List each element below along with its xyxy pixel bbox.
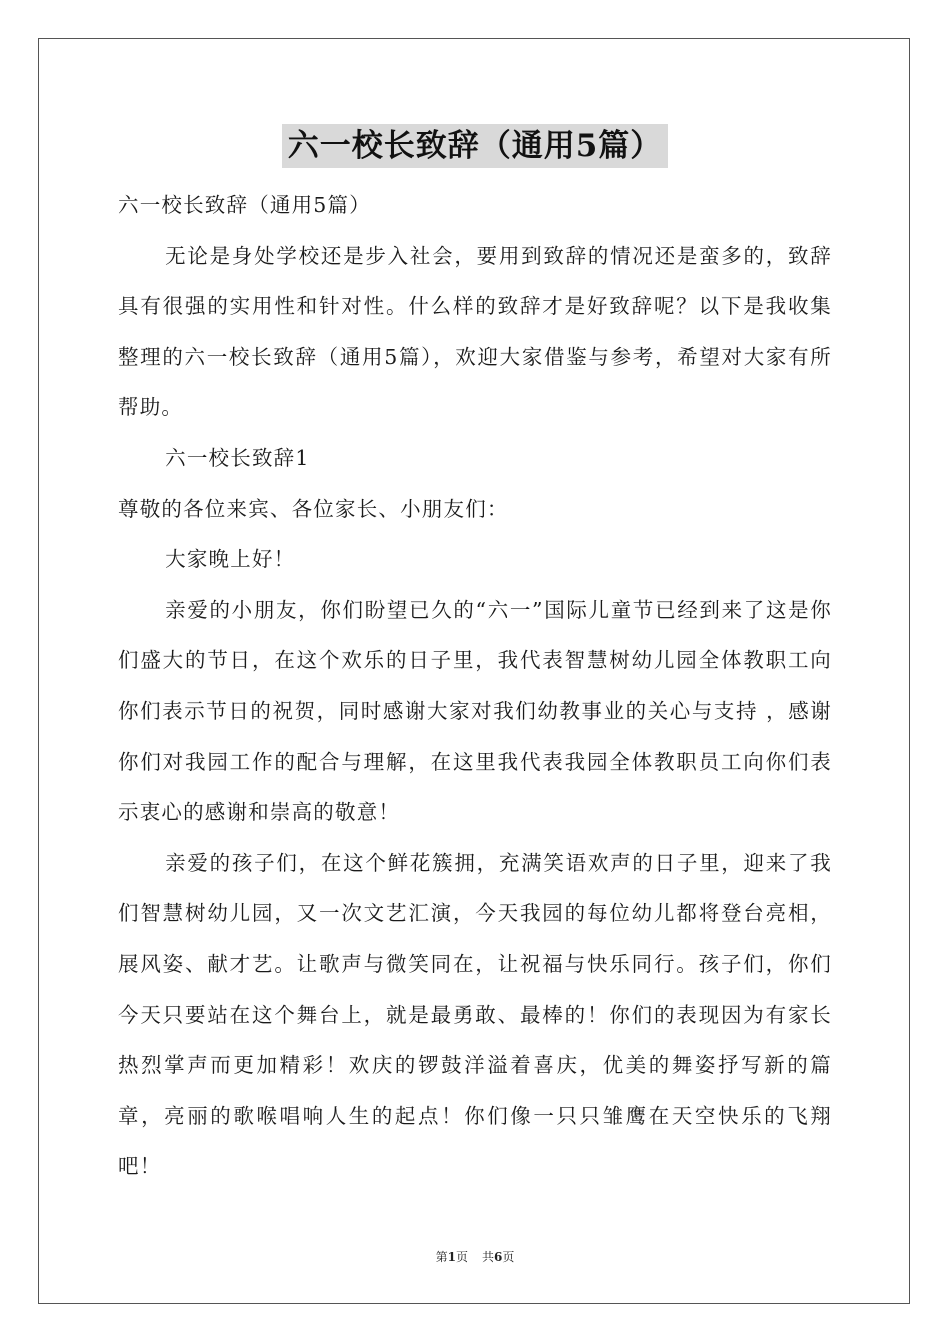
- page-footer: [0, 1248, 950, 1265]
- intro-paragraph: 无论是身处学校还是步入社会，要用到致辞的情况还是蛮多的，致辞具有很强的实用性和针对性。什么样的致辞才是好致辞呢？以下是我收集整理的六一校长致辞（通用5篇），欢迎大家借鉴与参考，希望对大家有所帮助。: [118, 243, 832, 420]
- document-title: 六一校长致辞（通用5篇）: [282, 124, 669, 168]
- total-prefix: 共: [482, 1250, 495, 1264]
- total-suffix: 页: [502, 1250, 515, 1264]
- page-current: 1: [447, 1250, 456, 1264]
- document-body: [118, 180, 832, 1192]
- section-heading: 六一校长致辞1: [165, 445, 310, 470]
- body-paragraph: 亲爱的小朋友，你们盼望已久的“六一”国际儿童节已经到来了这是你们盛大的节日，在这个欢乐的日子里，我代表智慧树幼儿园全体教职工向你们表示节日的祝贺，同时感谢大家对我们幼教事业的关心与支持 ，感谢你们对我园工作的配合与理解，在这里我代表我园全体教职员工向你们表示衷心的感谢和崇高的敬意！: [118, 597, 832, 825]
- subtitle-paragraph: 六一校长致辞（通用5篇）: [118, 193, 371, 217]
- page-total: 6: [494, 1250, 503, 1264]
- greeting-paragraph: 大家晚上好！: [165, 547, 296, 572]
- page-prefix: 第: [435, 1250, 448, 1264]
- title-area: [0, 124, 950, 168]
- body-paragraph: 亲爱的孩子们，在这个鲜花簇拥，充满笑语欢声的日子里，迎来了我们智慧树幼儿园，又一次文艺汇演，今天我园的每位幼儿都将登台亮相，展风姿、献才艺。让歌声与微笑同在，让祝福与快乐同行。孩子们，你们今天只要站在这个舞台上，就是最勇敢、最棒的！你们的表现因为有家长热烈掌声而更加精彩！欢庆的锣鼓洋溢着喜庆，优美的舞姿抒写新的篇章，亮丽的歌喉唱响人生的起点！你们像一只只雏鹰在天空快乐的飞翔吧！: [118, 850, 832, 1179]
- page-suffix: 页: [455, 1250, 468, 1264]
- salutation-paragraph: 尊敬的各位来宾、各位家长、小朋友们：: [118, 496, 509, 521]
